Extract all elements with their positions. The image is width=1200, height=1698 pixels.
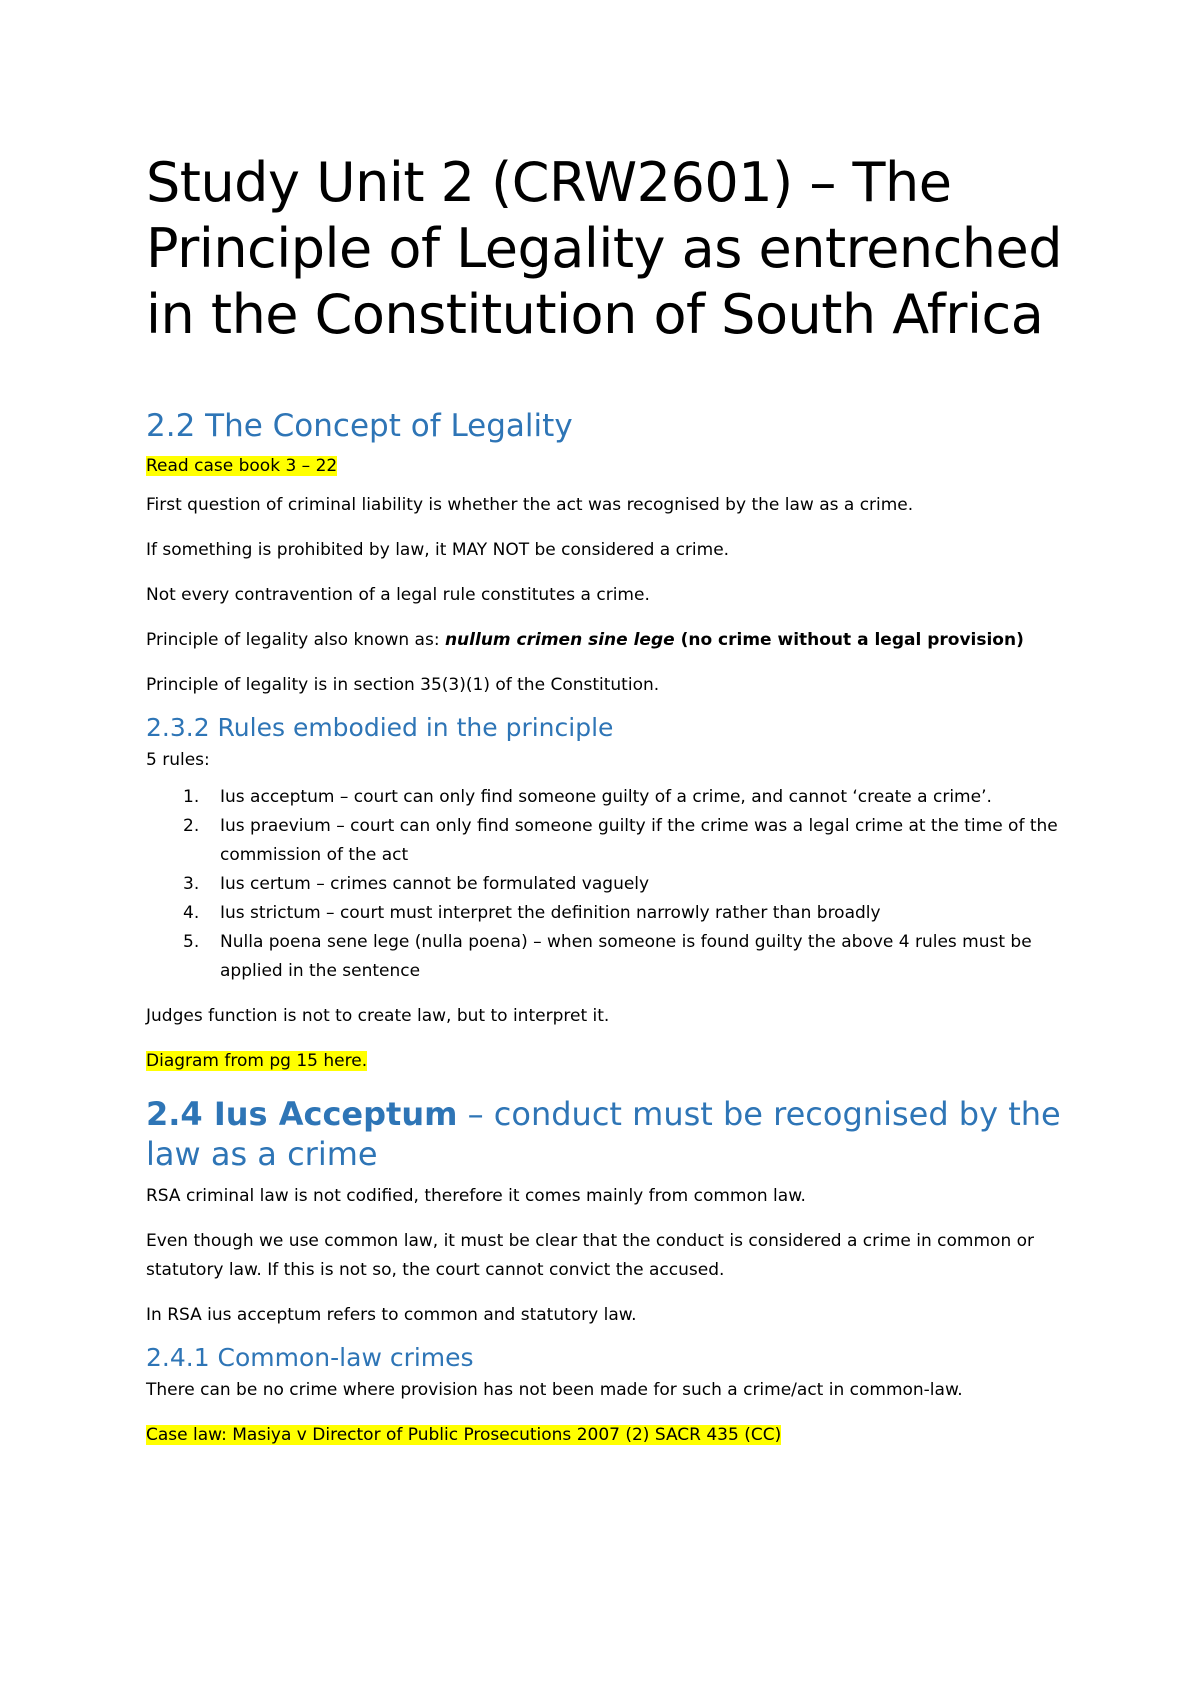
paragraph-rsa-ius-acceptum: In RSA ius acceptum refers to common and statutory law.	[146, 1305, 637, 1325]
list-item-text: Nulla poena sene lege (nulla poena) – when someone is found guilty the above 4 rules must be applied in the sentence	[220, 932, 1032, 981]
list-item	[146, 870, 1066, 899]
list-number: 4.	[183, 903, 200, 923]
legality-translation: (no crime without a legal provision)	[674, 630, 1024, 650]
list-item	[146, 783, 1066, 812]
list-item-text: Ius praevium – court can only find someone guilty if the crime was a legal crime at the time of the commission of the act	[220, 816, 1058, 865]
diagram-note	[146, 1047, 1066, 1076]
legality-latin-term: nullum crimen sine lege	[444, 630, 675, 650]
list-item	[146, 928, 1066, 986]
list-number: 2.	[183, 816, 200, 836]
paragraph-contravention: Not every contravention of a legal rule constitutes a crime.	[146, 585, 650, 605]
paragraph-legality-known-as	[146, 626, 1066, 655]
list-number: 3.	[183, 874, 200, 894]
highlight-text: Read case book 3 – 22	[146, 456, 338, 476]
heading-concept-of-legality: 2.2 The Concept of Legality	[146, 408, 573, 444]
paragraph-judges-function: Judges function is not to create law, but to interpret it.	[146, 1006, 610, 1026]
document-body	[146, 150, 1066, 1466]
paragraph-no-crime-provision: There can be no crime where provision has not been made for such a crime/act in common-law.	[146, 1380, 963, 1400]
heading-ius-acceptum-rest: – conduct must be recognised by the law as a crime	[146, 1095, 1061, 1173]
heading-ius-acceptum-bold: 2.4 Ius Acceptum	[146, 1095, 458, 1133]
list-item-text: Ius certum – crimes cannot be formulated vaguely	[220, 874, 650, 894]
list-item	[146, 899, 1066, 928]
document-title: Study Unit 2 (CRW2601) – The Principle of Legality as entrenched in the Constitution of South Africa	[146, 151, 1063, 346]
paragraph-prohibited-by-law: If something is prohibited by law, it MAY NOT be considered a crime.	[146, 540, 730, 560]
list-number: 1.	[183, 787, 200, 807]
rules-intro: 5 rules:	[146, 750, 210, 770]
heading-common-law-crimes: 2.4.1 Common-law crimes	[146, 1343, 474, 1372]
highlight-text: Case law: Masiya v Director of Public Prosecutions 2007 (2) SACR 435 (CC)	[146, 1425, 782, 1445]
list-number: 5.	[183, 932, 200, 952]
paragraph-criminal-liability: First question of criminal liability is whether the act was recognised by the law as a crime.	[146, 495, 914, 515]
case-law-note	[146, 1421, 1066, 1450]
list-item-text: Ius strictum – court must interpret the definition narrowly rather than broadly	[220, 903, 881, 923]
paragraph-constitution-section: Principle of legality is in section 35(3)(1) of the Constitution.	[146, 675, 660, 695]
heading-rules-embodied: 2.3.2 Rules embodied in the principle	[146, 713, 614, 742]
read-case-book-note	[146, 452, 1066, 481]
heading-ius-acceptum	[146, 1094, 1066, 1174]
paragraph-common-or-statutory: Even though we use common law, it must be clear that the conduct is considered a crime in common or statutory law. If this is not so, the court cannot convict the accused.	[146, 1231, 1035, 1280]
list-item	[146, 812, 1066, 870]
paragraph-not-codified: RSA criminal law is not codified, therefore it comes mainly from common law.	[146, 1186, 806, 1206]
legality-prefix: Principle of legality also known as:	[146, 630, 445, 650]
list-item-text: Ius acceptum – court can only find someone guilty of a crime, and cannot ‘create a crime’.	[220, 787, 992, 807]
rules-list	[146, 783, 1066, 986]
highlight-text: Diagram from pg 15 here.	[146, 1051, 368, 1071]
